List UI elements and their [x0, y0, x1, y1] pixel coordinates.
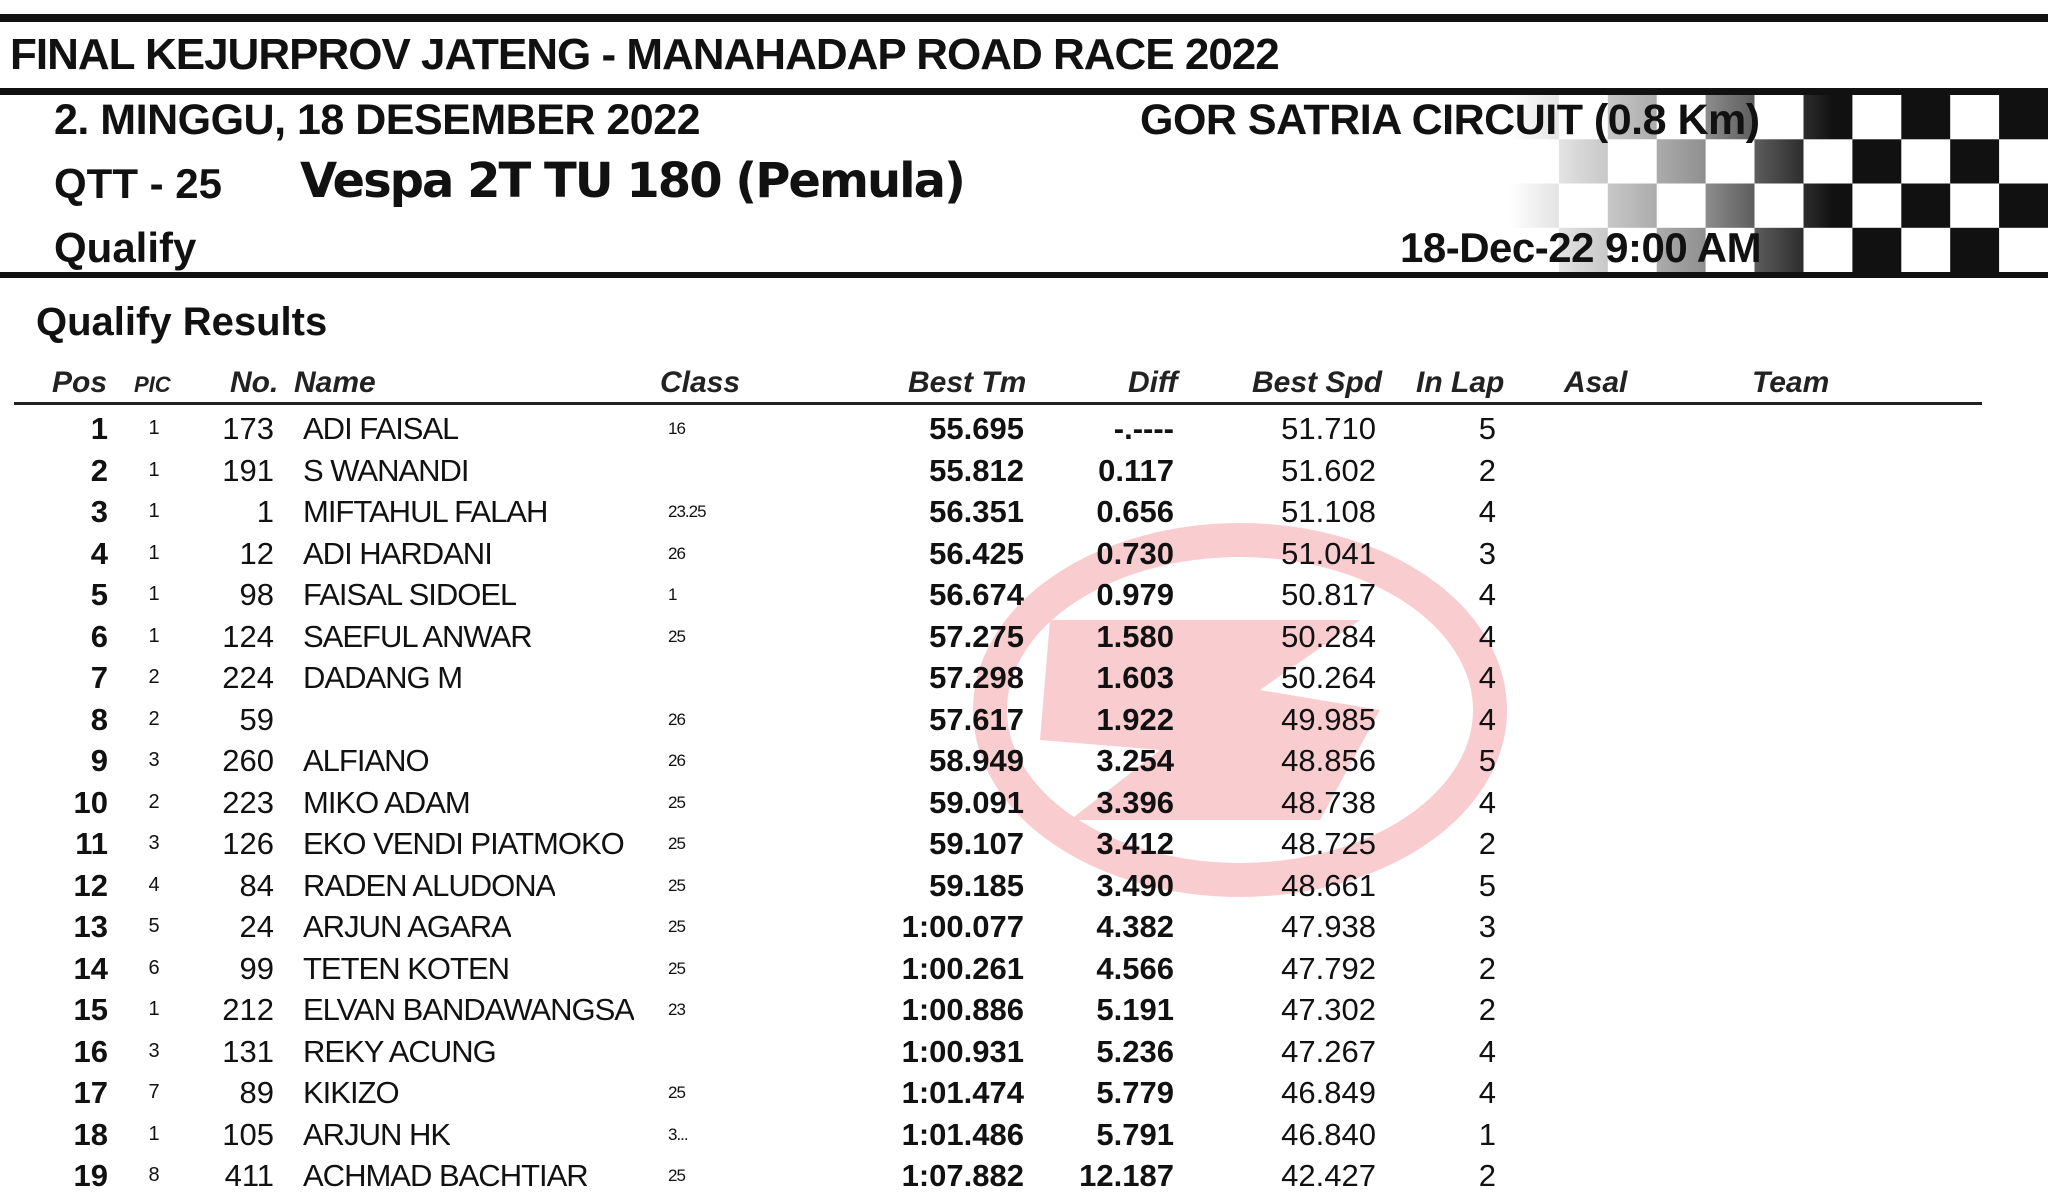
table-row: [0, 989, 2048, 1030]
best-time-cell: 58.949: [929, 743, 1024, 778]
diff-cell: 3.254: [1096, 743, 1174, 778]
best-speed-cell: 46.849: [1281, 1075, 1376, 1110]
best-time-cell: 55.812: [929, 452, 1024, 488]
in-lap-cell: 4: [1478, 494, 1496, 529]
best-time-cell: 56.425: [929, 535, 1024, 571]
number-cell: 224: [222, 660, 274, 695]
pos-cell: 3: [90, 494, 108, 529]
pos-cell: 14: [73, 950, 108, 986]
pos-cell: 15: [73, 992, 108, 1027]
pic-cell: 2: [148, 666, 160, 688]
table-row: [0, 1072, 2048, 1113]
pos-cell: 10: [73, 784, 108, 820]
pic-cell: 3: [148, 1039, 160, 1062]
pic-cell: 1: [148, 1122, 160, 1145]
table-row: [0, 657, 2048, 698]
best-time-cell: 55.695: [929, 411, 1024, 446]
class-cell: 26: [668, 543, 685, 563]
table-row: [0, 948, 2048, 989]
class-name: Vespa 2T TU 180 (Pemula): [300, 153, 964, 209]
table-row: [0, 906, 2048, 947]
table-row: [0, 1155, 2048, 1196]
best-time-cell: 57.275: [929, 618, 1024, 654]
pic-cell: 4: [148, 873, 160, 896]
pic-cell: 3: [148, 749, 160, 771]
number-cell: 12: [239, 535, 274, 571]
pos-cell: 11: [75, 826, 108, 861]
pos-cell: 17: [73, 1075, 108, 1110]
in-lap-cell: 3: [1478, 909, 1496, 944]
pic-cell: 8: [148, 1164, 160, 1186]
best-speed-cell: 46.840: [1281, 1116, 1376, 1152]
name-cell: ELVAN BANDAWANGSA: [303, 992, 634, 1027]
in-lap-cell: 2: [1478, 826, 1496, 861]
number-cell: 89: [239, 1075, 274, 1110]
pic-cell: 6: [148, 956, 160, 979]
class-cell: 26: [668, 751, 685, 770]
diff-cell: -.----: [1113, 411, 1174, 446]
best-speed-cell: 50.264: [1281, 660, 1376, 695]
best-speed-cell: 47.302: [1281, 992, 1376, 1027]
best-time-cell: 59.091: [929, 784, 1024, 820]
in-lap-cell: 2: [1478, 1158, 1496, 1193]
col-pos: Pos: [52, 366, 108, 399]
col-pic: PIC: [134, 372, 171, 397]
pos-cell: 13: [73, 909, 108, 944]
pos-cell: 6: [90, 618, 108, 654]
name-cell: MIKO ADAM: [303, 784, 470, 820]
diff-cell: 5.236: [1096, 1033, 1174, 1069]
in-lap-cell: 4: [1478, 618, 1496, 654]
pic-cell: 3: [148, 832, 160, 854]
diff-cell: 12.187: [1079, 1158, 1174, 1193]
class-cell: 3...: [668, 1124, 688, 1144]
pic-cell: 1: [148, 500, 160, 522]
header-rule-top: [0, 88, 2048, 95]
diff-cell: 3.490: [1096, 867, 1174, 903]
pic-cell: 1: [148, 417, 160, 439]
in-lap-cell: 4: [1478, 1033, 1496, 1069]
class-cell: 25: [668, 626, 685, 646]
best-time-cell: 1:07.882: [901, 1158, 1024, 1193]
table-row: [0, 491, 2048, 532]
pic-cell: 1: [148, 541, 160, 564]
in-lap-cell: 5: [1478, 867, 1496, 903]
name-cell: ADI FAISAL: [303, 411, 459, 446]
number-cell: 411: [224, 1158, 274, 1193]
diff-cell: 0.730: [1096, 535, 1174, 571]
diff-cell: 1.603: [1096, 660, 1174, 695]
in-lap-cell: 3: [1478, 535, 1496, 571]
in-lap-cell: 2: [1478, 992, 1496, 1027]
in-lap-cell: 4: [1478, 660, 1496, 695]
number-cell: 191: [222, 452, 274, 488]
pic-cell: 5: [148, 915, 160, 937]
diff-cell: 5.779: [1096, 1075, 1174, 1110]
number-cell: 212: [222, 992, 274, 1027]
class-cell: 25: [668, 792, 685, 812]
class-cell: 1: [668, 585, 677, 604]
in-lap-cell: 5: [1478, 743, 1496, 778]
pos-cell: 18: [73, 1116, 108, 1152]
pic-cell: 1: [148, 998, 160, 1020]
event-title: FINAL KEJURPROV JATENG - MANAHADAP ROAD RACE 2022: [10, 30, 1279, 79]
class-cell: 23.25: [668, 502, 706, 521]
class-cell: 25: [668, 1083, 685, 1102]
table-row: [0, 823, 2048, 864]
header-rule-bottom: [0, 272, 2048, 278]
class-cell: 26: [668, 709, 685, 729]
best-speed-cell: 47.938: [1281, 909, 1376, 944]
pos-cell: 2: [90, 452, 108, 488]
best-time-cell: 1:01.474: [901, 1075, 1024, 1110]
in-lap-cell: 4: [1478, 1075, 1496, 1110]
pos-cell: 9: [90, 743, 108, 778]
diff-cell: 0.979: [1096, 577, 1174, 612]
number-cell: 1: [256, 494, 274, 529]
in-lap-cell: 5: [1478, 411, 1496, 446]
number-cell: 99: [239, 950, 274, 986]
pos-cell: 4: [90, 535, 108, 571]
class-cell: 25: [668, 875, 685, 895]
table-row: [0, 574, 2048, 615]
col-name: Name: [294, 366, 376, 399]
best-speed-cell: 48.661: [1281, 867, 1376, 903]
table-row: [0, 782, 2048, 823]
diff-cell: 3.396: [1096, 784, 1174, 820]
pos-cell: 16: [73, 1033, 108, 1069]
in-lap-cell: 4: [1478, 577, 1496, 612]
name-cell: S WANANDI: [303, 452, 469, 488]
best-speed-cell: 42.427: [1281, 1158, 1376, 1193]
name-cell: TETEN KOTEN: [303, 950, 510, 986]
best-time-cell: 1:01.486: [901, 1116, 1024, 1152]
name-cell: ACHMAD BACHTIAR: [303, 1158, 588, 1193]
diff-cell: 4.566: [1096, 950, 1174, 986]
best-time-cell: 57.298: [929, 660, 1024, 695]
best-time-cell: 59.107: [929, 826, 1024, 861]
best-speed-cell: 51.041: [1281, 535, 1376, 571]
name-cell: EKO VENDI PIATMOKO: [303, 826, 624, 861]
pic-cell: 2: [148, 707, 160, 730]
number-cell: 173: [222, 411, 274, 446]
table-row: [0, 450, 2048, 491]
diff-cell: 4.382: [1096, 909, 1174, 944]
number-cell: 131: [222, 1033, 274, 1069]
best-time-cell: 1:00.077: [901, 909, 1024, 944]
name-cell: KIKIZO: [303, 1075, 399, 1110]
section-title: Qualify Results: [36, 300, 328, 344]
pos-cell: 19: [73, 1158, 108, 1193]
best-speed-cell: 48.738: [1281, 784, 1376, 820]
best-time-cell: 59.185: [929, 867, 1024, 903]
best-time-cell: 1:00.261: [901, 950, 1024, 986]
round-label: 2. MINGGU, 18 DESEMBER 2022: [54, 96, 701, 144]
col-no: No.: [230, 366, 279, 399]
pic-cell: 7: [148, 1081, 160, 1103]
number-cell: 124: [222, 618, 274, 654]
best-time-cell: 1:00.886: [901, 992, 1024, 1027]
table-row: [0, 1031, 2048, 1072]
table-row: [0, 1114, 2048, 1155]
number-cell: 59: [239, 701, 274, 737]
table-row: [0, 865, 2048, 906]
best-speed-cell: 51.602: [1281, 452, 1376, 488]
diff-cell: 1.580: [1096, 618, 1174, 654]
in-lap-cell: 4: [1478, 701, 1496, 737]
best-speed-cell: 48.856: [1281, 743, 1376, 778]
best-speed-cell: 49.985: [1281, 701, 1376, 737]
diff-cell: 0.117: [1098, 452, 1174, 488]
name-cell: MIFTAHUL FALAH: [303, 494, 548, 529]
name-cell: REKY ACUNG: [303, 1033, 496, 1069]
col-team: Team: [1752, 366, 1830, 399]
name-cell: ALFIANO: [303, 743, 429, 778]
in-lap-cell: 2: [1478, 452, 1496, 488]
name-cell: DADANG M: [303, 660, 463, 695]
in-lap-cell: 4: [1478, 784, 1496, 820]
pos-cell: 8: [90, 701, 108, 737]
pic-cell: 1: [148, 583, 160, 605]
number-cell: 223: [222, 784, 274, 820]
table-row: [0, 616, 2048, 657]
class-cell: 16: [668, 419, 685, 438]
top-rule: [0, 14, 2048, 22]
number-cell: 24: [239, 909, 274, 944]
class-cell: 25: [668, 1166, 685, 1185]
name-cell: SAEFUL ANWAR: [303, 618, 532, 654]
pos-cell: 5: [90, 577, 108, 612]
in-lap-cell: 1: [1478, 1116, 1496, 1152]
table-row: [0, 408, 2048, 449]
name-cell: ARJUN AGARA: [303, 909, 511, 944]
best-speed-cell: 51.710: [1281, 411, 1376, 446]
number-cell: 260: [222, 743, 274, 778]
in-lap-cell: 2: [1478, 950, 1496, 986]
best-speed-cell: 47.792: [1281, 950, 1376, 986]
best-time-cell: 56.674: [929, 577, 1024, 612]
pic-cell: 1: [148, 624, 160, 647]
best-speed-cell: 50.817: [1281, 577, 1376, 612]
pos-cell: 12: [73, 867, 108, 903]
class-cell: 25: [668, 834, 685, 853]
table-row: [0, 699, 2048, 740]
diff-cell: 1.922: [1096, 701, 1174, 737]
diff-cell: 3.412: [1096, 826, 1174, 861]
name-cell: RADEN ALUDONA: [303, 867, 556, 903]
diff-cell: 0.656: [1096, 494, 1174, 529]
diff-cell: 5.191: [1096, 992, 1174, 1027]
class-cell: 25: [668, 958, 685, 978]
table-header-rule: [14, 402, 1982, 405]
number-cell: 98: [239, 577, 274, 612]
session-code: QTT - 25: [54, 160, 223, 207]
table-row: [0, 533, 2048, 574]
pos-cell: 7: [90, 660, 108, 695]
session-type: Qualify: [54, 224, 197, 271]
col-best-spd: Best Spd: [1252, 366, 1383, 399]
pic-cell: 2: [148, 790, 160, 813]
col-class: Class: [660, 366, 741, 399]
diff-cell: 5.791: [1096, 1116, 1174, 1152]
best-speed-cell: 48.725: [1281, 826, 1376, 861]
col-asal: Asal: [1564, 366, 1628, 399]
name-cell: ADI HARDANI: [303, 535, 492, 571]
class-cell: 25: [668, 917, 685, 936]
col-diff: Diff: [1128, 366, 1178, 399]
best-speed-cell: 47.267: [1281, 1033, 1376, 1069]
best-speed-cell: 51.108: [1281, 494, 1376, 529]
pos-cell: 1: [90, 411, 108, 446]
name-cell: FAISAL SIDOEL: [303, 577, 517, 612]
best-speed-cell: 50.284: [1281, 618, 1376, 654]
table-row: [0, 740, 2048, 781]
class-cell: 23: [668, 1000, 685, 1019]
col-in-lap: In Lap: [1416, 366, 1505, 399]
pic-cell: 1: [148, 458, 160, 481]
best-time-cell: 56.351: [929, 494, 1024, 529]
number-cell: 84: [239, 867, 274, 903]
col-best-tm: Best Tm: [908, 366, 1027, 399]
best-time-cell: 57.617: [929, 701, 1024, 737]
best-time-cell: 1:00.931: [901, 1033, 1024, 1069]
session-datetime: 18-Dec-22 9:00 AM: [1400, 224, 1762, 271]
number-cell: 105: [222, 1116, 274, 1152]
name-cell: ARJUN HK: [303, 1116, 451, 1152]
circuit-label: GOR SATRIA CIRCUIT (0.8 Km): [1140, 96, 1760, 144]
number-cell: 126: [222, 826, 274, 861]
